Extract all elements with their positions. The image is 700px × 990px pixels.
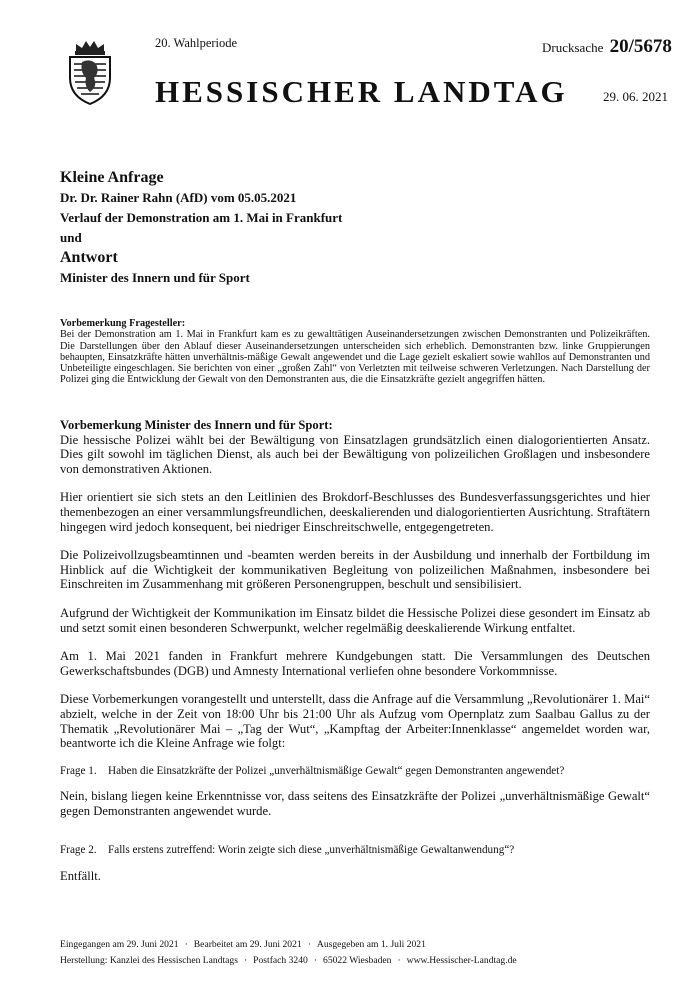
hesse-coat-of-arms-icon bbox=[62, 38, 118, 106]
anfrage-subject: Verlauf der Demonstration am 1. Mai in Frankfurt bbox=[60, 210, 343, 225]
vorbemerkung-minister-heading: Vorbemerkung Minister des Innern und für Sport: bbox=[60, 418, 333, 432]
vorbemerkung-fragesteller-heading: Vorbemerkung Fragesteller: bbox=[60, 318, 186, 329]
footer-separator: · bbox=[243, 955, 248, 966]
frage-2 bbox=[60, 844, 650, 857]
footer-city: 65022 Wiesbaden bbox=[323, 955, 392, 966]
minister-paragraph: Die Polizeivollzugsbeamtinnen und -beamten werden bereits in der Ausbildung und innerhalb der Fortbildung im Hinblick auf die Wichtigkeit der kommunikativen Begleitung von polizeilichen Maßnahmen, insbesondere bei Einschreiten im Zusammenhang mit größeren Personengruppen, beschult und sensibilisiert. bbox=[60, 548, 650, 592]
antwort-heading: Antwort bbox=[60, 249, 118, 266]
vorbemerkung-fragesteller bbox=[60, 318, 650, 386]
anfrage-type: Kleine Anfrage bbox=[60, 169, 164, 186]
footer-line-1 bbox=[60, 937, 670, 953]
drucksache-number: 20/5678 bbox=[609, 36, 672, 57]
footer-separator: · bbox=[184, 939, 188, 950]
minister-paragraph: Am 1. Mai 2021 fanden in Frankfurt mehrere Kundgebungen statt. Die Versammlungen des Deutschen Gewerkschaftsbundes (DGB) und Amnesty International verliefen ohne besondere Vorkommnisse. bbox=[60, 649, 650, 678]
footer-separator: · bbox=[307, 939, 311, 950]
frage-label: Frage 1. bbox=[60, 764, 97, 777]
footer-ausgegeben: Ausgegeben am 1. Juli 2021 bbox=[316, 939, 426, 950]
footer-bearbeitet: Bearbeitet am 29. Juni 2021 bbox=[193, 939, 302, 950]
drucksache bbox=[542, 36, 672, 58]
footer-herstellung: Herstellung: Kanzlei des Hessischen Landtags bbox=[60, 955, 238, 966]
frage-text: Haben die Einsatzkräfte der Polizei „unverhältnismäßige Gewalt“ gegen Demonstranten angewendet? bbox=[108, 764, 565, 777]
antwort-minister: Minister des Innern und für Sport bbox=[60, 270, 250, 285]
main-body bbox=[60, 418, 650, 898]
frage-1 bbox=[60, 765, 650, 778]
vorbemerkung-fragesteller-text: Bei der Demonstration am 1. Mai in Frankfurt kam es zu gewalttätigen Auseinandersetzungen zwischen Demonstranten und Polizeikräften. Die Darstellungen über den Ablauf dieser Auseinandersetzungen unterscheiden sich erheblich. Demonstranten bzw. linke Gruppierungen behaupten, Einsatzkräfte hätten unverhältnis-mäßige Gewalt angewendet und die Lage gezielt eskaliert sowie wahllos auf Demonstranten und Unbeteiligte eingeschlagen. Sie berichten von einer „großen Zahl“ von Verletzten mit teilweise schweren Verletzungen. Nach Darstellung der Polizei ging die Entwicklung der Gewalt von den Demonstranten aus, die die Einsatzkräfte gezielt angegriffen hätten. bbox=[60, 329, 650, 386]
footer-eingegangen: Eingegangen am 29. Juni 2021 bbox=[60, 939, 179, 950]
frage-text: Falls erstens zutreffend: Worin zeigte sich diese „unverhältnismäßige Gewaltanwendung“? bbox=[108, 844, 515, 857]
minister-paragraph: Hier orientiert sie sich stets an den Leitlinien des Brokdorf-Beschlusses des Bundesverfassungsgerichtes und hier themenbezogen an einer versammlungsfreundlichen, deeskalierenden und dialogorientierten Ausrichtung. Straftätern hingegen wird jedoch konsequent, bei niedriger Einschreitschwelle, entgegengetreten. bbox=[60, 490, 650, 534]
footer-website-link[interactable]: www.Hessischer-Landtag.de bbox=[406, 955, 517, 966]
anfrage-heading-block bbox=[60, 168, 660, 288]
drucksache-label: Drucksache bbox=[542, 40, 604, 55]
antwort-1: Nein, bislang liegen keine Erkenntnisse vor, dass seitens des Einsatzkräfte der Polizei „unverhältnismäßige Gewalt“ gegen Demonstranten angewendet wurde. bbox=[60, 789, 650, 818]
document-date: 29. 06. 2021 bbox=[603, 89, 668, 104]
footer-line-2 bbox=[60, 953, 670, 969]
minister-paragraph: Aufgrund der Wichtigkeit der Kommunikation im Einsatz bildet die Hessische Polizei diese gesondert im Einsatz ab und setzt somit einen besonderen Schwerpunkt, welcher regelmäßig deeskalierende Wirkung entfaltet. bbox=[60, 605, 650, 635]
page-title: HESSISCHER LANDTAG bbox=[155, 74, 568, 109]
anfrage-und: und bbox=[60, 230, 82, 245]
footer bbox=[60, 937, 670, 969]
antwort-2: Entfällt. bbox=[60, 869, 101, 884]
minister-paragraph: Diese Vorbemerkungen vorangestellt und unterstellt, dass die Anfrage auf die Versammlung „Revolutionärer 1. Mai“ abzielt, welche in der Zeit von 18:00 Uhr bis 21:00 Uhr als Aufzug vom Opernplatz zum Saalbau Gallus zu der Thematik „Revolutionärer Mai – „Tag der Wut“, „Kampftag der Arbeiter:Innenklasse“ angemeldet worden war, beantworte ich die Kleine Anfrage wie folgt: bbox=[60, 692, 650, 751]
anfrage-author: Dr. Dr. Rainer Rahn (AfD) vom 05.05.2021 bbox=[60, 190, 297, 205]
frage-label: Frage 2. bbox=[60, 844, 97, 857]
minister-paragraph: Die hessische Polizei wählt bei der Bewältigung von Einsatzlagen grundsätzlich einen dialogorientierten Ansatz. Dies gilt sowohl im täglichen Dienst, als auch bei der Bewältigung von polizeilichen Großlagen und insbesondere von demonstrativen Aktionen. bbox=[60, 432, 650, 476]
wahlperiode: 20. Wahlperiode bbox=[155, 36, 238, 50]
footer-separator: · bbox=[313, 955, 318, 966]
footer-postfach: Postfach 3240 bbox=[253, 955, 308, 966]
footer-separator: · bbox=[397, 955, 401, 966]
